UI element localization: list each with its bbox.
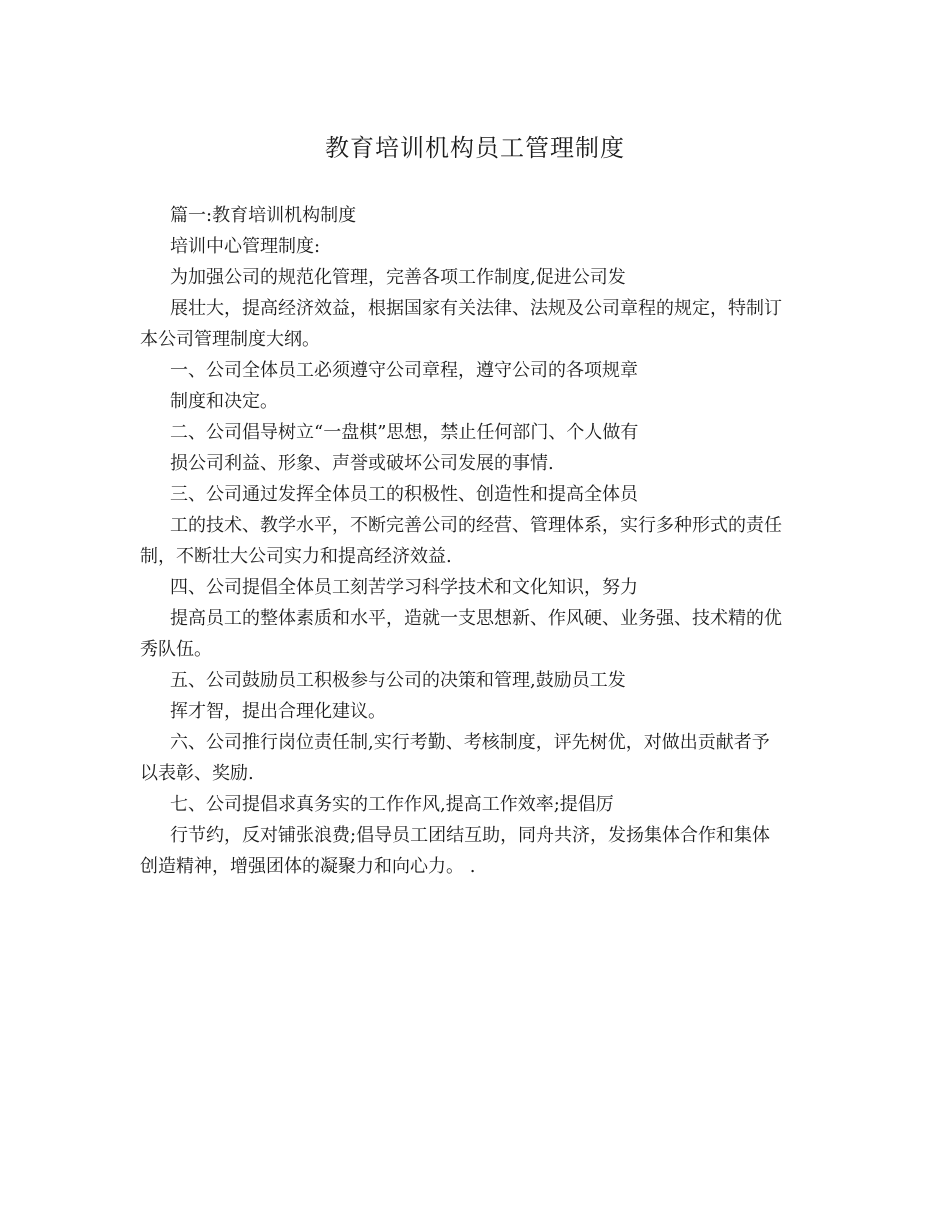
text-line: 五、公司鼓励员工积极参与公司的决策和管理,鼓励员工发 bbox=[170, 670, 626, 691]
document-title: 教育培训机构员工管理制度 bbox=[325, 134, 625, 162]
text-line: 七、公司提倡求真务实的工作作风,提高工作效率;提倡厉 bbox=[170, 794, 614, 815]
text-line: 工的技术、教学水平，不断完善公司的经营、管理体系，实行多种形式的责任 bbox=[170, 515, 782, 536]
text-line: 为加强公司的规范化管理，完善各项工作制度,促进公司发 bbox=[170, 267, 626, 288]
text-line: 一、公司全体员工必须遵守公司章程，遵守公司的各项规章 bbox=[170, 360, 638, 381]
text-line: 六、公司推行岗位责任制,实行考勤、考核制度，评先树优，对做出贡献者予 bbox=[170, 732, 770, 753]
text-line: 二、公司倡导树立“一盘棋”思想，禁止任何部门、个人做有 bbox=[170, 422, 639, 443]
text-line: 制度和决定。 bbox=[170, 391, 278, 412]
text-line: 四、公司提倡全体员工刻苦学习科学技术和文化知识，努力 bbox=[170, 577, 638, 598]
text-line: 展壮大，提高经济效益，根据国家有关法律、法规及公司章程的规定，特制订 bbox=[170, 298, 782, 319]
text-line: 秀队伍。 bbox=[140, 639, 212, 660]
text-line: 三、公司通过发挥全体员工的积极性、创造性和提高全体员 bbox=[170, 484, 638, 505]
text-line: 创造精神，增强团体的凝聚力和向心力。 . bbox=[140, 856, 476, 877]
text-line: 损公司利益、形象、声誉或破坏公司发展的事情. bbox=[170, 453, 554, 474]
text-line: 挥才智，提出合理化建议。 bbox=[170, 701, 386, 722]
text-line: 本公司管理制度大纲。 bbox=[140, 329, 320, 350]
text-line: 以表彰、奖励. bbox=[140, 763, 254, 784]
text-line: 制，不断壮大公司实力和提高经济效益. bbox=[140, 546, 452, 567]
text-line: 提高员工的整体素质和水平，造就一支思想新、作风硬、业务强、技术精的优 bbox=[170, 608, 782, 629]
document-body bbox=[140, 200, 820, 882]
text-line: 行节约，反对铺张浪费;倡导员工团结互助，同舟共济，发扬集体合作和集体 bbox=[170, 825, 771, 846]
text-line: 培训中心管理制度: bbox=[170, 236, 321, 257]
text-line: 篇一:教育培训机构制度 bbox=[170, 205, 357, 226]
